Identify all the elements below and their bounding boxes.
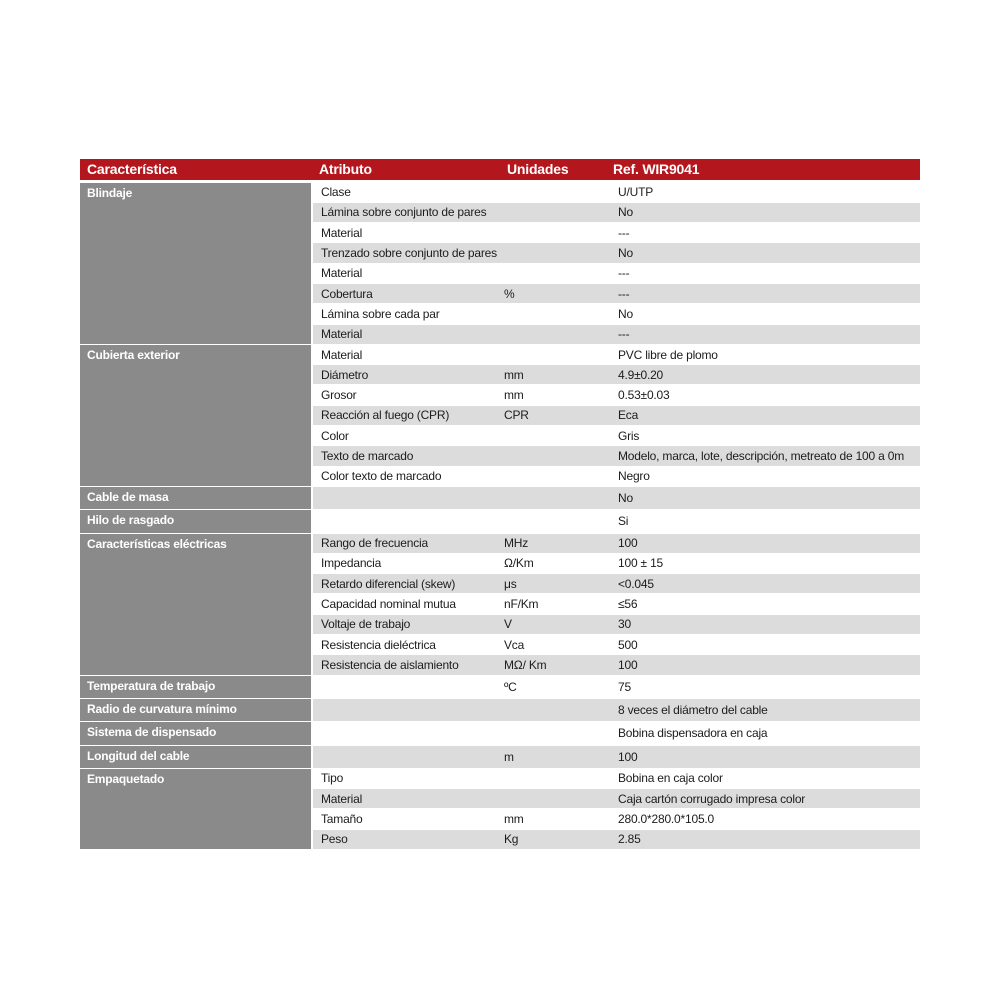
attribute-cell: Tipo	[312, 768, 500, 788]
group-label: Hilo de rasgado	[80, 510, 312, 533]
attribute-cell: Retardo diferencial (skew)	[312, 574, 500, 594]
unit-cell	[500, 263, 606, 283]
unit-cell	[500, 722, 606, 745]
attribute-cell: Diámetro	[312, 365, 500, 385]
value-cell: U/UTP	[606, 181, 920, 202]
group-label: Características eléctricas	[80, 533, 312, 675]
value-cell: ---	[606, 263, 920, 283]
attribute-cell: Reacción al fuego (CPR)	[312, 405, 500, 425]
spec-table	[80, 159, 920, 850]
header-unidades: Unidades	[500, 159, 606, 181]
group-label: Temperatura de trabajo	[80, 675, 312, 698]
value-cell: 0.53±0.03	[606, 385, 920, 405]
table-row	[80, 745, 920, 768]
value-cell: No	[606, 243, 920, 263]
value-cell: Bobina dispensadora en caja	[606, 722, 920, 745]
attribute-cell: Capacidad nominal mutua	[312, 594, 500, 614]
attribute-cell: Tamaño	[312, 809, 500, 829]
value-cell: 100	[606, 745, 920, 768]
table-header	[80, 159, 920, 181]
value-cell: ≤56	[606, 594, 920, 614]
attribute-cell: Color texto de marcado	[312, 466, 500, 486]
attribute-cell	[312, 745, 500, 768]
unit-cell: Vca	[500, 635, 606, 655]
value-cell: Bobina en caja color	[606, 768, 920, 788]
value-cell: 500	[606, 635, 920, 655]
group-label: Blindaje	[80, 181, 312, 344]
unit-cell	[500, 344, 606, 364]
unit-cell: mm	[500, 385, 606, 405]
attribute-cell: Texto de marcado	[312, 446, 500, 466]
group-label: Sistema de dispensado	[80, 722, 312, 745]
value-cell: No	[606, 486, 920, 509]
unit-cell: nF/Km	[500, 594, 606, 614]
value-cell: 100	[606, 533, 920, 553]
attribute-cell: Grosor	[312, 385, 500, 405]
table-row	[80, 510, 920, 533]
attribute-cell: Resistencia de aislamiento	[312, 655, 500, 675]
value-cell: 2.85	[606, 829, 920, 849]
unit-cell: MΩ/ Km	[500, 655, 606, 675]
unit-cell	[500, 223, 606, 243]
attribute-cell	[312, 722, 500, 745]
value-cell: Eca	[606, 405, 920, 425]
attribute-cell	[312, 510, 500, 533]
unit-cell	[500, 304, 606, 324]
header-caracteristica: Característica	[80, 159, 312, 181]
value-cell: <0.045	[606, 574, 920, 594]
attribute-cell: Clase	[312, 181, 500, 202]
value-cell: ---	[606, 223, 920, 243]
attribute-cell: Lámina sobre cada par	[312, 304, 500, 324]
attribute-cell: Material	[312, 324, 500, 344]
value-cell: 4.9±0.20	[606, 365, 920, 385]
value-cell: Caja cartón corrugado impresa color	[606, 789, 920, 809]
value-cell: 280.0*280.0*105.0	[606, 809, 920, 829]
value-cell: No	[606, 304, 920, 324]
table-row	[80, 486, 920, 509]
attribute-cell: Resistencia dieléctrica	[312, 635, 500, 655]
table-row	[80, 698, 920, 721]
unit-cell	[500, 426, 606, 446]
unit-cell: μs	[500, 574, 606, 594]
unit-cell	[500, 181, 606, 202]
unit-cell	[500, 510, 606, 533]
table-row	[80, 533, 920, 553]
value-cell: Modelo, marca, lote, descripción, metreato de 100 a 0m	[606, 446, 920, 466]
attribute-cell: Lámina sobre conjunto de pares	[312, 202, 500, 222]
unit-cell	[500, 466, 606, 486]
value-cell: Negro	[606, 466, 920, 486]
unit-cell: CPR	[500, 405, 606, 425]
table-row	[80, 722, 920, 745]
header-row	[80, 159, 920, 181]
unit-cell: %	[500, 283, 606, 303]
attribute-cell: Impedancia	[312, 553, 500, 573]
table-body	[80, 181, 920, 850]
attribute-cell: Peso	[312, 829, 500, 849]
unit-cell: mm	[500, 809, 606, 829]
header-atributo: Atributo	[312, 159, 500, 181]
unit-cell: V	[500, 614, 606, 634]
group-label: Empaquetado	[80, 768, 312, 849]
group-label: Cable de masa	[80, 486, 312, 509]
attribute-cell: Material	[312, 789, 500, 809]
attribute-cell: Trenzado sobre conjunto de pares	[312, 243, 500, 263]
attribute-cell	[312, 675, 500, 698]
unit-cell	[500, 698, 606, 721]
unit-cell	[500, 446, 606, 466]
table-row	[80, 675, 920, 698]
attribute-cell: Rango de frecuencia	[312, 533, 500, 553]
value-cell: 8 veces el diámetro del cable	[606, 698, 920, 721]
attribute-cell: Material	[312, 344, 500, 364]
unit-cell	[500, 768, 606, 788]
unit-cell: Ω/Km	[500, 553, 606, 573]
value-cell: PVC libre de plomo	[606, 344, 920, 364]
value-cell: Gris	[606, 426, 920, 446]
value-cell: No	[606, 202, 920, 222]
table-row	[80, 181, 920, 202]
attribute-cell: Color	[312, 426, 500, 446]
unit-cell	[500, 202, 606, 222]
attribute-cell: Material	[312, 263, 500, 283]
unit-cell: mm	[500, 365, 606, 385]
group-label: Longitud del cable	[80, 745, 312, 768]
unit-cell	[500, 324, 606, 344]
attribute-cell: Voltaje de trabajo	[312, 614, 500, 634]
unit-cell	[500, 243, 606, 263]
table-row	[80, 344, 920, 364]
value-cell: 30	[606, 614, 920, 634]
value-cell: 100 ± 15	[606, 553, 920, 573]
value-cell: Si	[606, 510, 920, 533]
attribute-cell: Material	[312, 223, 500, 243]
value-cell: 75	[606, 675, 920, 698]
group-label: Radio de curvatura mínimo	[80, 698, 312, 721]
value-cell: ---	[606, 324, 920, 344]
value-cell: ---	[606, 283, 920, 303]
value-cell: 100	[606, 655, 920, 675]
unit-cell: m	[500, 745, 606, 768]
unit-cell: MHz	[500, 533, 606, 553]
attribute-cell	[312, 486, 500, 509]
group-label: Cubierta exterior	[80, 344, 312, 486]
unit-cell	[500, 789, 606, 809]
attribute-cell	[312, 698, 500, 721]
unit-cell	[500, 486, 606, 509]
table-row	[80, 768, 920, 788]
attribute-cell: Cobertura	[312, 283, 500, 303]
unit-cell: Kg	[500, 829, 606, 849]
header-referencia: Ref. WIR9041	[606, 159, 920, 181]
unit-cell: ºC	[500, 675, 606, 698]
